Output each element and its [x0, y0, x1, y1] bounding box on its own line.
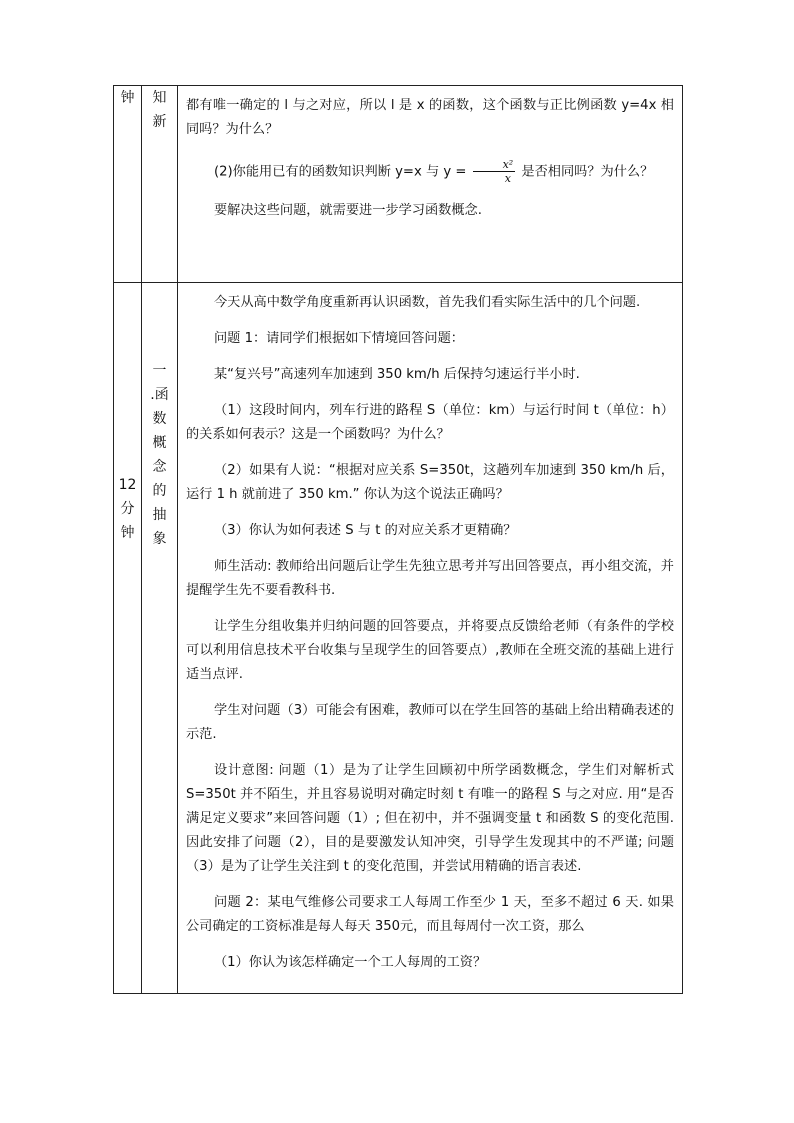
- time-char: 钟: [120, 90, 135, 106]
- stage-cell: [142, 86, 178, 283]
- content-paragraph: 问题 2：某电气维修公司要求工人每周工作至少 1 天，至多不超过 6 天. 如果公司确定的工资标准是每人每天 350元，而且每周付一次工资，那么: [186, 895, 674, 934]
- table-row: [114, 86, 683, 283]
- content-cell: [178, 86, 683, 283]
- stage-char: .函: [150, 387, 169, 403]
- content-paragraph: 让学生分组收集并归纳问题的回答要点，并将要点反馈给老师（有条件的学校可以利用信息技术平台收集与呈现学生的回答要点）,教师在全班交流的基础上进行适当点评.: [186, 619, 674, 682]
- content-cell: [178, 283, 683, 994]
- content-paragraph: 问题 1：请同学们根据如下情境回答问题：: [214, 331, 464, 346]
- time-char: 钟: [120, 525, 135, 541]
- stage-char: 一: [152, 363, 167, 379]
- stage-cell: [142, 283, 178, 994]
- lesson-plan-table: [113, 85, 683, 994]
- content-paragraph: （1）这段时间内，列车行进的路程 S（单位：km）与运行时间 t（单位：h）的关系如何表示？这是一个函数吗？为什么？: [186, 403, 674, 442]
- content-paragraph: （3）你认为如何表述 S 与 t 的对应关系才更精确？: [214, 523, 517, 538]
- stage-char: 知: [152, 90, 167, 106]
- time-char: 12: [118, 477, 137, 493]
- fraction: $\frac{\text{x²}}{x}$: [473, 158, 516, 185]
- content-paragraph: 师生活动: 教师给出问题后让学生先独立思考并写出回答要点，再小组交流，并提醒学生先不要看教科书.: [186, 559, 674, 598]
- stage-char: 念: [152, 459, 167, 475]
- content-paragraph: 都有唯一确定的 l 与之对应，所以 l 是 x 的函数，这个函数与正比例函数 y=4x 相同吗？为什么？: [186, 98, 674, 137]
- stage-char: 数: [152, 411, 167, 427]
- time-cell: [114, 283, 142, 994]
- time-cell: [114, 86, 142, 283]
- stage-char: 的: [152, 483, 167, 499]
- table-row: [114, 283, 683, 994]
- stage-char: 新: [152, 114, 167, 130]
- content-paragraph: (2)你能用已有的函数知识判断 y=x 与 y = $\frac{\text{x²}}{x}$ 是否相同吗？为什么？: [214, 158, 654, 185]
- stage-char: 象: [152, 531, 167, 547]
- time-char: 分: [120, 501, 135, 517]
- content-paragraph: 设计意图: 问题（1）是为了让学生回顾初中所学函数概念，学生们对解析式 S=350t 并不陌生，并且容易说明对确定时刻 t 有唯一的路程 S 与之对应. 用“是否满足定义要求”来回答问题（1）; 但在初中，并不强调变量 t 和函数 S 的变化范围. 因此安排了问题（2），目的是要激发认知冲突，引导学生发现其中的不严谨; 问题（3）是为了让学生关注到 t 的变化范围，并尝试用精确的语言表述.: [186, 763, 674, 874]
- content-paragraph: （2）如果有人说：“根据对应关系 S=350t，这趟列车加速到 350 km/h 后，运行 1 h 就前进了 350 km.” 你认为这个说法正确吗？: [186, 463, 674, 502]
- content-paragraph: （1）你认为该怎样确定一个工人每周的工资？: [214, 955, 487, 970]
- stage-char: 抽: [152, 507, 167, 523]
- stage-char: 概: [152, 435, 167, 451]
- content-paragraph: 学生对问题（3）可能会有困难，教师可以在学生回答的基础上给出精确表述的示范.: [186, 703, 674, 742]
- content-paragraph: 今天从高中数学角度重新再认识函数，首先我们看实际生活中的几个问题.: [214, 295, 641, 310]
- content-paragraph: 某“复兴号”高速列车加速到 350 km/h 后保持匀速运行半小时.: [214, 367, 580, 382]
- content-paragraph: 要解决这些问题，就需要进一步学习函数概念.: [214, 203, 482, 218]
